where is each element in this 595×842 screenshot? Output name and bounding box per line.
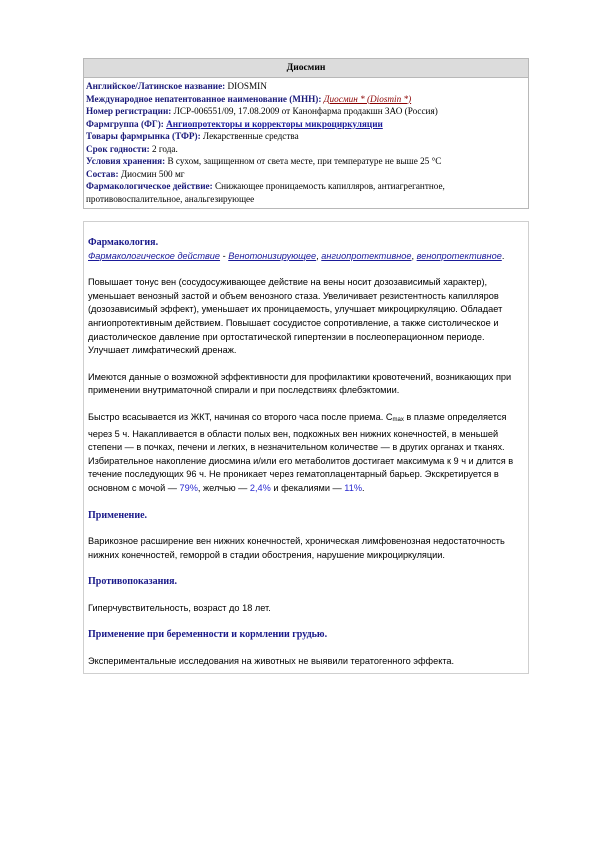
action-row <box>86 180 525 205</box>
registration-row <box>86 105 525 118</box>
pharmgroup-label: Фармгруппа (ФГ): <box>86 118 164 129</box>
urine-percent: 79% <box>179 482 198 493</box>
inn-row <box>86 93 525 106</box>
pharmacology-heading: Фармакология. <box>88 237 159 248</box>
comma-text: , <box>411 250 417 261</box>
english-name-row <box>86 80 525 93</box>
p3-part-e: . <box>362 482 365 493</box>
p3-part-b: в плазме определяется через 5 ч. Накапливается в области полых вен, подкожных вен нижних конечностей, в меньшей степени — в почках, печени и легких, в незначительном количестве — в других органах и тканях. Избирательное накопление диосмина и/или его метаболитов достигает максимума к 9 ч и длится в течение последующих 96 ч. Не проникает через гематоплацентарный барьер. Экскретируется в основном с мочой — <box>88 411 514 493</box>
english-name-value: DIOSMIN <box>227 81 267 91</box>
action-value: Снижающее проницаемость капилляров, антиагрегантное, противовоспалительное, анальгезирующее <box>86 181 445 204</box>
storage-row <box>86 155 525 168</box>
usage-text: Варикозное расширение вен нижних конечностей, хроническая лимфовенозная недостаточность нижних конечностей, геморрой в стадии обострения, нарушение микроциркуляции. <box>88 536 505 560</box>
angioprotective-link[interactable]: ангиопротективное <box>321 250 412 261</box>
pharm-action-link[interactable]: Фармакологическое действие <box>88 250 221 261</box>
inn-label: Международное непатентованное наименование (МНН): <box>86 93 322 104</box>
storage-value: В сухом, защищенном от света месте, при температуре не выше 25 °С <box>167 156 442 166</box>
composition-label: Состав: <box>86 168 119 179</box>
action-label: Фармакологическое действие: <box>86 181 213 191</box>
composition-row <box>86 168 525 181</box>
p3-part-d: и фекалиями — <box>270 482 345 493</box>
english-name-label: Английское/Латинское название: <box>86 81 226 91</box>
document-page <box>83 58 529 674</box>
venotonic-link[interactable]: Венотонизирующее <box>228 250 317 261</box>
feces-percent: 11% <box>344 482 363 493</box>
pregnancy-text: Экспериментальные исследования на животных не выявили тератогенного эффекта. <box>88 656 455 667</box>
pharmgroup-link[interactable]: Ангиопротекторы и корректоры микроциркуляции <box>166 118 383 129</box>
drug-info <box>84 78 528 208</box>
comma-text: , <box>316 250 322 261</box>
pharmacology-box <box>83 221 529 674</box>
pharmgroup-row <box>86 118 525 131</box>
dash-text: - <box>220 250 229 261</box>
market-label: Товары фармрынка (ТФР): <box>86 131 201 141</box>
p3-part-a: Быстро всасывается из ЖКТ, начиная со второго часа после приема. C <box>88 411 393 422</box>
drug-info-table <box>83 58 529 209</box>
pharm-paragraph-1: Повышает тонус вен (сосудосуживающее действие на вены носит дозозависимый характер), уменьшает венозный застой и объем венозного стаза. Увеличивает резистентность капилляров (дозозависимый эффект), уменьшает их проницаемость, улучшает микроциркуляцию. Обладает ангиопротективным действием. Повышает сосудистое сопротивление, а также систолическое и диастолическое давление при ортостатической гипертензии в послеоперационном периоде. Улучшает лимфатический дренаж. <box>88 277 503 356</box>
pharm-paragraph-2: Имеются данные о возможной эффективности для профилактики кровотечений, возникающих при применении внутриматочной спирали и при последствиях флебэктомии. <box>88 371 512 396</box>
venoprotective-link[interactable]: венопротективное <box>416 250 502 261</box>
bile-percent: 2,4% <box>249 482 271 493</box>
action-links <box>88 250 520 264</box>
dot-text: . <box>501 250 505 261</box>
shelf-life-value: 2 года. <box>151 143 178 154</box>
composition-value: Диосмин 500 мг <box>120 168 185 179</box>
pharm-paragraph-3 <box>88 411 520 496</box>
inn-link[interactable]: Диосмин * (Diosmin *) <box>323 93 412 104</box>
contraindications-heading: Противопоказания. <box>88 576 178 588</box>
contraindications-text: Гиперчувствительность, возраст до 18 лет. <box>88 602 271 613</box>
pregnancy-heading: Применение при беременности и кормлении грудью. <box>88 629 328 641</box>
storage-label: Условия хранения: <box>86 156 166 166</box>
spacer <box>83 209 529 217</box>
shelf-life-label: Срок годности: <box>86 143 150 154</box>
cmax-subscript: max <box>392 416 404 423</box>
usage-heading: Применение. <box>88 509 148 521</box>
drug-title: Диосмин <box>84 59 528 78</box>
registration-label: Номер регистрации: <box>86 106 172 116</box>
market-value: Лекарственные средства <box>202 131 299 141</box>
market-row <box>86 130 525 143</box>
p3-part-c: , желчью — <box>197 482 250 493</box>
registration-value: ЛСР-006551/09, 17.08.2009 от Канонфарма продакшн ЗАО (Россия) <box>173 106 438 116</box>
shelf-life-row <box>86 143 525 156</box>
